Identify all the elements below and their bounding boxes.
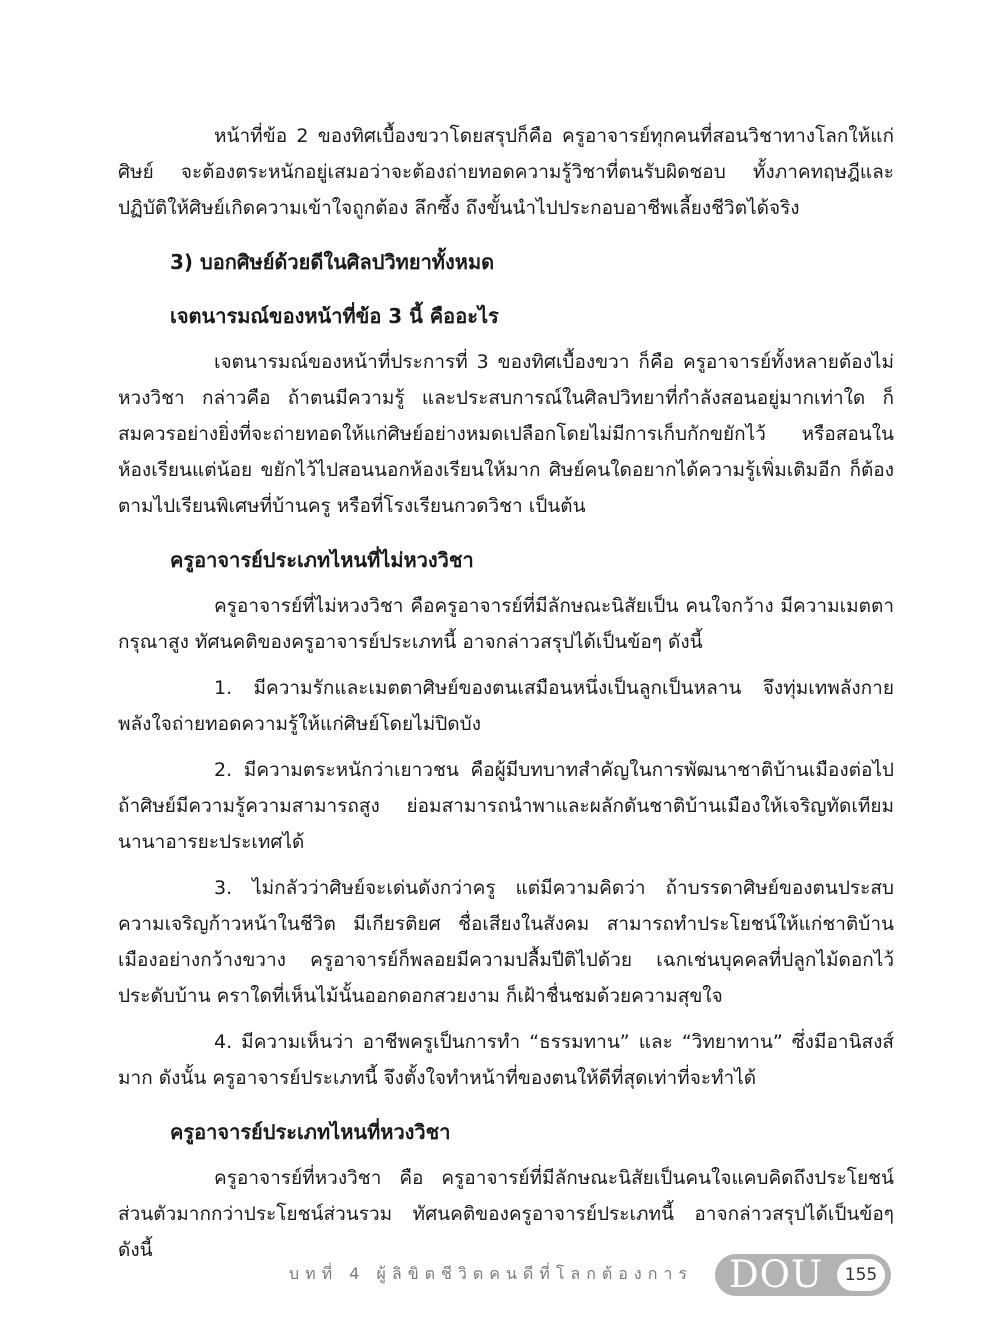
dou-logo: DOU (729, 1253, 824, 1296)
footer-badge (715, 1254, 891, 1296)
page-body (118, 118, 894, 1268)
heading-duty-3: 3) บอกศิษย์ด้วยดีในศิลปวิทยาทั้งหมด (170, 250, 495, 274)
heading-generous-teacher: ครูอาจารย์ประเภทไหนที่ไม่หวงวิชา (170, 548, 474, 572)
page-footer (0, 1252, 1000, 1302)
list-item-4: 4. มีความเห็นว่า อาชีพครูเป็นการทำ “ธรรมทาน” และ “วิทยาทาน” ซึ่งมีอานิสงส์มาก ดังนั้น ครูอาจารย์ประเภทนี้ จึงตั้งใจทำหน้าที่ของตนให้ดีที่สุดเท่าที่จะทำได้ (118, 1031, 894, 1089)
paragraph-duty-2-summary: หน้าที่ข้อ 2 ของทิศเบื้องขวาโดยสรุปก็คือ ครูอาจารย์ทุกคนที่สอนวิชาทางโลกให้แก่ศิษย์ จะต้องตระหนักอยู่เสมอว่าจะต้องถ่ายทอดความรู้วิชาที่ตนรับผิดชอบ ทั้งภาคทฤษฎีและปฏิบัติให้ศิษย์เกิดความเข้าใจถูกต้อง ลึกซึ้ง ถึงขั้นนำไปประกอบอาชีพเลี้ยงชีวิตได้จริง (118, 125, 894, 219)
footer-chapter-title: บทที่ 4 ผู้ลิขิตชีวิตคนดีที่โลกต้องการ (288, 1264, 693, 1283)
heading-duty-3-intent: เจตนารมณ์ของหน้าที่ข้อ 3 นี้ คืออะไร (170, 304, 499, 328)
list-item-1: 1. มีความรักและเมตตาศิษย์ของตนเสมือนหนึ่งเป็นลูกเป็นหลาน จึงทุ่มเทพลังกายพลังใจถ่ายทอดความรู้ให้แก่ศิษย์โดยไม่ปิดบัง (118, 677, 894, 735)
list-item-3: 3. ไม่กลัวว่าศิษย์จะเด่นดังกว่าครู แต่มีความคิดว่า ถ้าบรรดาศิษย์ของตนประสบความเจริญก้าวหน้าในชีวิต มีเกียรติยศ ชื่อเสียงในสังคม สามารถทำประโยชน์ให้แก่ชาติบ้านเมืองอย่างกว้างขวาง ครูอาจารย์ก็พลอยมีความปลื้มปีติไปด้วย เฉกเช่นบุคคลที่ปลูกไม้ดอกไว้ประดับบ้าน คราใดที่เห็นไม้นั้นออกดอกสวยงาม ก็เฝ้าชื่นชมด้วยความสุขใจ (118, 877, 894, 1007)
paragraph-possessive-teacher: ครูอาจารย์ที่หวงวิชา คือ ครูอาจารย์ที่มีลักษณะนิสัยเป็นคนใจแคบคิดถึงประโยชน์ส่วนตัวมากกว่าประโยชน์ส่วนรวม ทัศนคติของครูอาจารย์ประเภทนี้ อาจกล่าวสรุปได้เป็นข้อๆ ดังนี้ (118, 1167, 894, 1261)
list-item-2: 2. มีความตระหนักว่าเยาวชน คือผู้มีบทบาทสำคัญในการพัฒนาชาติบ้านเมืองต่อไป ถ้าศิษย์มีความรู้ความสามารถสูง ย่อมสามารถนำพาและผลักดันชาติบ้านเมืองให้เจริญทัดเทียมนานาอารยะประเทศได้ (118, 759, 894, 853)
heading-possessive-teacher: ครูอาจารย์ประเภทไหนที่หวงวิชา (170, 1120, 451, 1144)
paragraph-generous-teacher: ครูอาจารย์ที่ไม่หวงวิชา คือครูอาจารย์ที่มีลักษณะนิสัยเป็น คนใจกว้าง มีความเมตตากรุณาสูง ทัศนคติของครูอาจารย์ประเภทนี้ อาจกล่าวสรุปได้เป็นข้อๆ ดังนี้ (118, 595, 894, 653)
page-number: 155 (837, 1259, 885, 1291)
paragraph-duty-3-intent: เจตนารมณ์ของหน้าที่ประการที่ 3 ของทิศเบื้องขวา ก็คือ ครูอาจารย์ทั้งหลายต้องไม่หวงวิชา กล่าวคือ ถ้าตนมีความรู้ และประสบการณ์ในศิลปวิทยาที่กำลังสอนอยู่มากเท่าใด ก็สมควรอย่างยิ่งที่จะถ่ายทอดให้แก่ศิษย์อย่างหมดเปลือกโดยไม่มีการเก็บกักขยักไว้ หรือสอนในห้องเรียนแต่น้อย ขยักไว้ไปสอนนอกห้องเรียนให้มาก ศิษย์คนใดอยากได้ความรู้เพิ่มเติมอีก ก็ต้องตามไปเรียนพิเศษที่บ้านครู หรือที่โรงเรียนกวดวิชา เป็นต้น (118, 351, 894, 517)
